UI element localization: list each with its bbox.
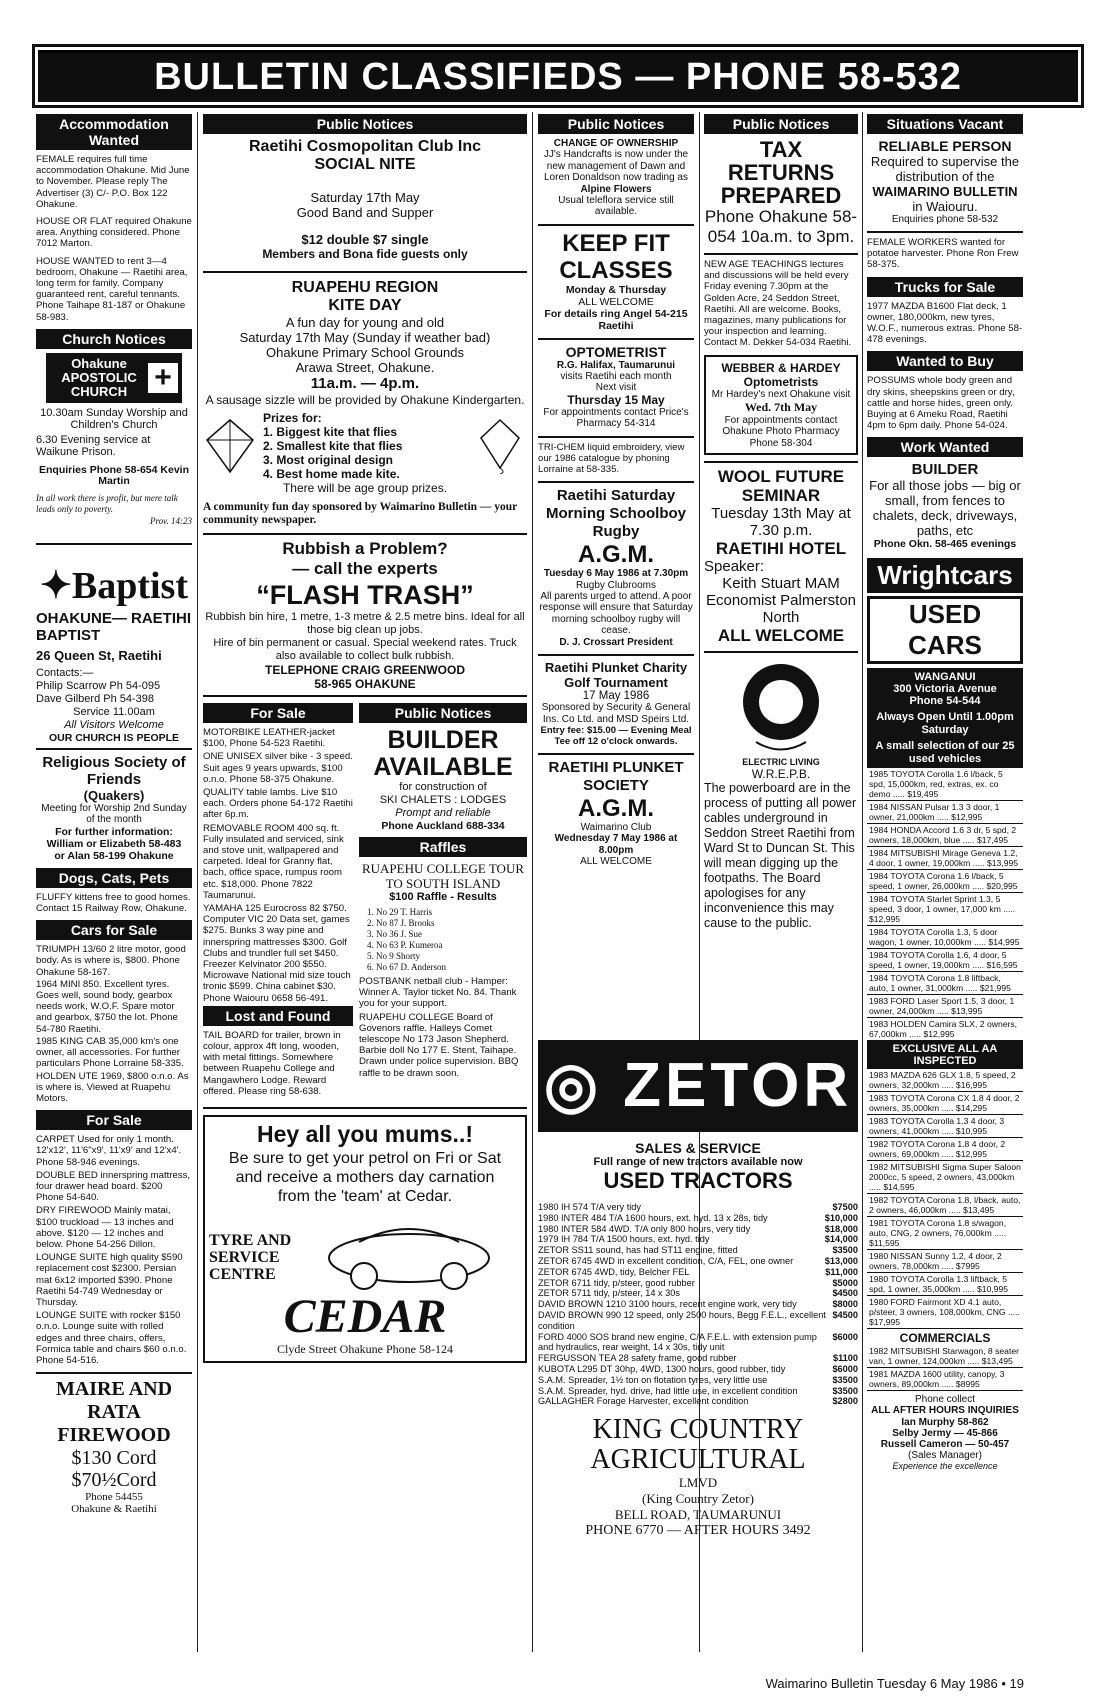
- zetor-logo: ◎ ZETOR: [538, 1040, 858, 1132]
- ad-table-lambs: QUALITY table lambs. Live $10 each. Orders phone 54-172 Raetihi after 6p.m.: [203, 787, 353, 821]
- kite-age-prizes: There will be age group prizes.: [282, 481, 448, 495]
- column-divider: [862, 112, 863, 1652]
- section-trucks-for-sale: Trucks for Sale: [867, 277, 1023, 297]
- golf-sponsor: Sponsored by Security & General Ins. Co Ltd. and MSD Speirs Ltd.: [541, 702, 691, 725]
- zetor-sales: SALES & SERVICE: [635, 1140, 761, 1156]
- ad-mini: 1964 MINI 850. Excellent tyres. Goes well, sound body, gearbox needs work, W.O.F. Spare motor and gearbox, $750 the lot. Phone 54-780 Raetihi.: [36, 978, 178, 1035]
- tractor-desc: ZETOR 5711 tidy, p/steer, 14 x 30s: [538, 1288, 680, 1299]
- zetor-used-tractors: USED TRACTORS: [603, 1168, 793, 1193]
- ad-tail-board: TAIL BOARD for trailer, brown in colour, approx 4ft long, wooden, with metal fittings. Somewhere between Ruapehu College and Mangawhero Lodge. Reward offered. Please ring 58-638.: [203, 1029, 341, 1097]
- section-for-sale-2: For Sale: [203, 703, 353, 723]
- reliable-title: RELIABLE PERSON: [878, 138, 1012, 154]
- section-accommodation-wanted: Accommodation Wanted: [36, 114, 192, 150]
- tractor-price: $1100: [832, 1353, 858, 1364]
- raffle-list: [359, 907, 527, 973]
- zetor-emblem-icon: ◎: [543, 1051, 602, 1120]
- tractor-price: $13,000: [824, 1255, 858, 1266]
- dove-icon: ✦: [40, 564, 72, 607]
- electric-living: ELECTRIC LIVING: [742, 757, 820, 768]
- builder-ad-text: For all those jobs — big or small, from fences to chalets, deck, driveways, paths, etc: [869, 478, 1021, 539]
- tractor-price: $6000: [832, 1363, 858, 1374]
- car-item: 1981 MAZDA 1600 utility, canopy, 3 owners, 89,000km ..... $8995: [867, 1368, 1023, 1391]
- rugby-parents: All parents urged to attend. A poor response will ensure that Saturday morning schoolboy rugby will cease.: [539, 590, 693, 637]
- keep-fit-days: Monday & Thursday: [565, 283, 667, 296]
- rugby-venue: Rugby Clubrooms: [575, 579, 657, 591]
- column-divider: [532, 112, 533, 1652]
- raffle-result: 2. No 87 J. Brooks: [367, 918, 435, 928]
- section-for-sale: For Sale: [36, 1110, 192, 1130]
- raffle-result: 3. No 36 J. Sue: [367, 929, 423, 939]
- section-public-notices: Public Notices: [203, 114, 527, 134]
- section-church-notices: Church Notices: [36, 329, 192, 349]
- tractor-price: $18,000: [824, 1223, 858, 1234]
- golf-teeoff: Tee off 12 o'clock onwards.: [554, 736, 678, 748]
- tractor-price: $7500: [832, 1202, 858, 1212]
- alpine-flowers: Alpine Flowers: [580, 183, 652, 195]
- car-item: 1980 TOYOTA Corolla 1.3 liftback, 5 spd, 1 owner, 35,000km ..... $10,995: [867, 1273, 1023, 1296]
- ad-lounge-suite-1: LOUNGE SUITE high quality $590 replacement cost $2300. Persian mat 6x12 imported $390. Phone Raetihi 54-749 Wednesday or Thursday.: [36, 1252, 183, 1308]
- plunket-venue: Waimarino Club: [580, 822, 652, 834]
- plunket-agm: A.G.M.: [578, 795, 654, 823]
- baptist-contact-1: Philip Scarrow Ph 54-095: [36, 679, 161, 692]
- tractor-desc: DAVID BROWN 1210 3100 hours, recent engine work, very tidy: [538, 1299, 797, 1310]
- tractor-desc: GALLAGHER Forage Harvester, excellent condition: [538, 1396, 749, 1407]
- car-item: 1984 MITSUBISHI Mirage Geneva 1.2, 4 door, 1 owner, 19,000km ..... $13,995: [867, 847, 1023, 870]
- column-5: [867, 112, 1023, 1652]
- rubbish-desc-2: Hire of bin permanent or casual. Special weekend rates. Truck also available to collect bulk rubbish.: [213, 637, 517, 662]
- tractor-item: [538, 1353, 858, 1364]
- plunket-title: RAETIHI PLUNKET SOCIETY: [548, 759, 684, 795]
- wanganui-city: WANGANUI: [914, 671, 976, 684]
- car-item: 1983 HOLDEN Camira SLX, 2 owners, 67,000km ..... $12,995: [867, 1018, 1023, 1041]
- baptist-logo: ✦Baptist: [40, 564, 188, 607]
- rugby-title: Raetihi Saturday Morning Schoolboy Rugby: [546, 487, 686, 541]
- car-item: 1984 TOYOTA Corolla 1.6, 4 door, 5 speed, 1 owner, 19,000km ..... $16,595: [867, 949, 1023, 972]
- tractor-desc: S.A.M. Spreader, 1½ ton on flotation tyres, very little use: [538, 1374, 768, 1385]
- baptist-address: 26 Queen St, Raetihi: [36, 647, 162, 663]
- tyre-service: TYRE AND SERVICE CENTRE: [209, 1231, 292, 1283]
- tractor-item: [538, 1213, 858, 1224]
- prize-4: 4. Best home made kite.: [263, 467, 400, 481]
- ad-yamaha: YAMAHA 125 Eurocross 82 $750. Computer VIC 20 Data set, games $275. Bunks 3 way pine and innerspring mattresses $300. Golf Clubs and trundler full set $450. Freezer Kelvinator 200 $550. Microwave National mid size touch tronic $599. China cabinet $30. Phone Waiouru 0658 56-491.: [203, 903, 351, 1004]
- raffle-result: 6. No 67 D. Anderson: [367, 962, 446, 972]
- car-item: 1982 MITSUBISHI Starwagon, 8 seater van, 1 owner, 124,000km ..... $13,495: [867, 1345, 1023, 1368]
- optometrist-next: Next visit: [595, 381, 637, 393]
- car-icon: [319, 1222, 499, 1292]
- quakers-info: For further information: William or Elizabeth 58-483: [46, 825, 182, 850]
- builder-ad-title: BUILDER: [911, 461, 979, 479]
- sales-manager: (Sales Manager): [908, 1449, 982, 1461]
- car-list-aa: [867, 1069, 1023, 1329]
- keep-fit-welcome: ALL WELCOME: [578, 295, 654, 308]
- kite-icon-2: [477, 418, 527, 474]
- wool-title: WOOL FUTURE SEMINAR: [717, 467, 845, 506]
- club-band: Good Band and Supper: [296, 205, 434, 220]
- car-item: 1982 TOYOTA Corona 1.8, l/back, auto, 2 owners, 46,000km ..... $13,495: [867, 1194, 1023, 1217]
- keep-fit-details: For details ring Angel 54-215 Raetihi: [544, 307, 688, 332]
- wrightcars-logo: Wrightcars: [867, 558, 1023, 593]
- tractor-price: $3500: [832, 1385, 858, 1396]
- ad-king-cab: 1985 KING CAB 35,000 km's one owner, all accessories. For further particulars Phone Lorraine 58-335.: [36, 1035, 184, 1070]
- tractor-item: [538, 1267, 858, 1278]
- tractor-desc: ZETOR 6745 4WD in excellent condition, C/A, FEL, one owner: [538, 1255, 794, 1266]
- prize-2: 2. Smallest kite that flies: [263, 439, 403, 453]
- ad-postbank: POSTBANK netball club - Hamper: Winner A. Taylor ticket No. 84. Thank you for your support.: [359, 976, 517, 1010]
- tractor-item: [538, 1386, 858, 1397]
- page-footer: Waimarino Bulletin Tuesday 6 May 1986 • 19: [765, 1676, 1024, 1691]
- section-public-notices-3: Public Notices: [538, 114, 694, 134]
- tractor-item: [538, 1288, 858, 1299]
- tax-title: TAX RETURNS PREPARED: [720, 137, 842, 208]
- section-work-wanted: Work Wanted: [867, 437, 1023, 457]
- car-item: 1981 TOYOTA Corona 1.8 s/wagon, auto, CNG, 2 owners, 76,000km ..... $11,595: [867, 1217, 1023, 1250]
- kite-sponsor: A community fun day sponsored by Waimarino Bulletin — your community newspaper.: [203, 501, 518, 526]
- rubbish-sub: — call the experts: [292, 559, 438, 578]
- car-item: 1984 TOYOTA Corona 1.6 l/back, 5 speed, 1 owner, 26,000km ..... $20,995: [867, 870, 1023, 893]
- apostolic-logo: [46, 353, 182, 403]
- section-wanted-to-buy: Wanted to Buy: [867, 351, 1023, 371]
- ad-unisex-bike: ONE UNISEX silver bike - 3 speed. Suit ages 9 years upwards, $100 o.n.o. Phone 58-375 Ohakune.: [203, 751, 353, 785]
- tractor-desc: ZETOR SS11 sound, has had ST11 engine, fitted: [538, 1245, 738, 1256]
- prizes-label: Prizes for:: [263, 411, 322, 425]
- car-item: 1982 MITSUBISHI Sigma Super Saloon 2000cc, 5 speed, 2 owners, 43,000km ..... $14,595: [867, 1161, 1023, 1194]
- builder-prompt: Prompt and reliable: [395, 807, 491, 819]
- car-item: 1983 TOYOTA Corona CX 1.8 4 door, 2 owners, 35,000km ..... $14,295: [867, 1092, 1023, 1115]
- reliable-text: Required to supervise the distribution of the: [870, 154, 1020, 184]
- car-item: 1983 MAZDA 626 GLX 1.8, 5 speed, 2 owners, 32,000km ..... $16,995: [867, 1069, 1023, 1092]
- car-list: [867, 768, 1023, 1041]
- ad-house-or-flat: HOUSE OR FLAT required Ohakune area. Anything considered. Phone 7012 Marton.: [36, 216, 192, 250]
- golf-entry: Entry fee: $15.00 — Evening Meal: [540, 725, 692, 737]
- wool-date: Tuesday 13th May at 7.30 p.m.: [711, 505, 851, 540]
- tractor-item: [538, 1278, 858, 1289]
- tractor-price: $5000: [832, 1277, 858, 1288]
- tractor-desc: S.A.M. Spreader, hyd. drive, had little use, in excellent condition: [538, 1385, 798, 1396]
- builder-available: AVAILABLE: [373, 753, 513, 781]
- phone-collect: Phone collect: [914, 1394, 976, 1406]
- tractor-desc: ZETOR 6711 tidy, p/steer, good rubber: [538, 1277, 695, 1288]
- baptist-contacts: Contacts:—: [36, 666, 94, 679]
- tractor-price: $4500: [832, 1288, 858, 1299]
- tractor-desc: 1980 INTER 484 T/A 1600 hours, ext. hyd. 13 x 28s, tidy: [538, 1212, 768, 1223]
- raffle-title: RUAPEHU COLLEGE TOUR TO SOUTH ISLAND: [361, 861, 525, 891]
- column-1: [36, 112, 192, 1652]
- wool-welcome: ALL WELCOME: [717, 626, 845, 646]
- maire-price-1: $130 Cord: [71, 1447, 157, 1470]
- section-situations-vacant: Situations Vacant: [867, 114, 1023, 134]
- rugby-date: Tuesday 6 May 1986 at 7.30pm: [543, 568, 689, 580]
- commercials-title: COMMERCIALS: [899, 1331, 991, 1346]
- car-item: 1980 NISSAN Sunny 1.2, 4 door, 2 owners, 78,000km ..... $7995: [867, 1250, 1023, 1273]
- section-cars-for-sale: Cars for Sale: [36, 920, 192, 940]
- ad-removable-room: REMOVABLE ROOM 400 sq. ft. Fully insulated and serviced, sink and stove unit, wallpapered and carpeted. Ideal for Granny flat, bach, office space, rumpus room etc. $18,000. Phone 7822 Taumarunui.: [203, 822, 344, 901]
- tractor-price: $3500: [832, 1245, 858, 1256]
- tractor-item: [538, 1299, 858, 1310]
- electric-living-logo: [704, 657, 858, 757]
- tractor-item: [538, 1202, 858, 1213]
- car-item: 1982 TOYOTA Corona 1.8 4 door, 2 owners, 69,000km ..... $12,995: [867, 1138, 1023, 1161]
- contact-russell: Russell Cameron — 50-457: [880, 1438, 1010, 1450]
- builder-for: for construction of: [399, 781, 487, 793]
- tractor-item: [538, 1224, 858, 1235]
- tractor-item: [538, 1310, 858, 1332]
- tractor-item: [538, 1256, 858, 1267]
- car-item: 1984 HONDA Accord 1.6 3 dr, 5 spd, 2 owners, 18,000km, blue ..... $17,495: [867, 824, 1023, 847]
- kite-date: Saturday 17th May (Sunday if weather bad): [239, 330, 491, 345]
- proverb-ref: Prov. 14:23: [150, 515, 192, 526]
- ad-triumph: TRIUMPH 13/60 2 litre motor, good body. As is where is, $800. Phone Ohakune 58-167.: [36, 944, 186, 978]
- optometrist-name: R.G. Halifax, Taumarunui: [556, 359, 676, 371]
- ad-new-age: NEW AGE TEACHINGS lectures and discussions will be held every Friday evening 7.30pm at the Golden Acre, 24 Seddon Street, Raetihi. All are welcome. Books, magazines, many publications for your inspection and learning. Contact M. Dekker 54-034 Raetihi.: [704, 259, 852, 349]
- club-name: Raetihi Cosmopolitan Club Inc: [248, 138, 481, 155]
- baptist-contact-2: Dave Gilberd Ph 54-398: [36, 692, 155, 705]
- reliable-waiouru: in Waiouru.: [912, 199, 978, 214]
- ad-female-workers: FEMALE WORKERS wanted for potatoe harvester. Phone Ron Frew 58-375.: [867, 237, 1019, 271]
- reliable-phone: Enquiries phone 58-532: [891, 214, 999, 225]
- kite-sausage: A sausage sizzle will be provided by Ohakune Kindergarten.: [205, 393, 525, 407]
- car-item: 1984 NISSAN Pulsar 1.3 3 door, 1 owner, 21,000km ..... $12,995: [867, 801, 1023, 824]
- car-item: 1983 FORD Laser Sport 1.5, 3 door, 1 owner, 24,000km ..... $13,995: [867, 995, 1023, 1018]
- webber-contact: For appointments contact Ohakune Photo Pharmacy Phone 58-304: [722, 414, 840, 449]
- wool-venue: RAETIHI HOTEL: [715, 539, 847, 559]
- tractor-item: [538, 1332, 858, 1354]
- zetor-advert: [538, 1040, 858, 1640]
- ad-double-bed: DOUBLE BED innerspring mattress, four drawer head board. $200 Phone 54-640.: [36, 1169, 191, 1204]
- optometrist-title: OPTOMETRIST: [565, 343, 667, 360]
- car-item: 1983 TOYOTA Corolla 1.3 4 door, 3 owners, 41,000km ..... $10,995: [867, 1115, 1023, 1138]
- tractor-item: [538, 1364, 858, 1375]
- tractor-item: [538, 1234, 858, 1245]
- used-cars-label: USED CARS: [867, 596, 1023, 664]
- wanganui-phone: Phone 54-544: [909, 695, 981, 708]
- raffle-result: 4. No 63 P. Kumeroa: [367, 940, 443, 950]
- quakers-title: Religious Society of Friends: [42, 753, 186, 788]
- maire-price-2: $70½Cord: [71, 1469, 157, 1492]
- tractor-desc: FERGUSSON TEA 28 safety frame, good rubber: [538, 1353, 737, 1364]
- wanganui-header: [867, 668, 1023, 768]
- rugby-agm: A.G.M.: [578, 541, 654, 569]
- kite-prizes: [203, 411, 527, 481]
- cross-icon: +: [148, 363, 178, 393]
- quakers-alan: or Alan 58-199 Ohakune: [54, 849, 174, 862]
- cedar-address: Clyde Street Ohakune Phone 58-124: [277, 1342, 453, 1357]
- cedar-advert: [203, 1115, 527, 1363]
- car-list-commercials: [867, 1345, 1023, 1391]
- ad-carpet: CARPET Used for only 1 month. 12'x12', 11'6"x9', 11'x9' and 12'x4'. Phone 58-946 evenings.: [36, 1134, 182, 1168]
- tractor-desc: FORD 4000 SOS brand new engine, C/A F.E.L. with extension pump and hydraulics, rear weight, 14 x 30s, tidy unit: [538, 1331, 817, 1353]
- kite-venue: Ohakune Primary School Grounds: [266, 345, 464, 360]
- contact-selby: Selby Jermy — 45-866: [892, 1427, 998, 1439]
- ad-female-accom: FEMALE requires full time accommodation Ohakune. Mid June to November. Please reply The Advertiser (3) C/- P.O. Box 122 Ohakune.: [36, 154, 190, 210]
- car-item: 1984 TOYOTA Corona 1.8 liftback, auto, 1 owner, 31,000km ..... $21,995: [867, 972, 1023, 995]
- club-members: Members and Bona fide guests only: [262, 247, 468, 261]
- exclusive-aa: EXCLUSIVE ALL AA INSPECTED: [867, 1041, 1023, 1069]
- column-2: [203, 112, 527, 1652]
- tractor-item: [538, 1245, 858, 1256]
- plunket-date: Wednesday 7 May 1986 at 8.00pm: [554, 833, 678, 856]
- ad-college-raffle: RUAPEHU COLLEGE Board of Govenors raffle. Halleys Comet telescope No 173 Jason Shepherd. Barbie doll No 177 E. Stent, Taihape. Drawn under police supervision. BBQ raffle to be drawn soon.: [359, 1011, 519, 1079]
- tax-phone: Phone Ohakune 58-054 10a.m. to 3pm.: [704, 207, 858, 246]
- mums-title: Hey all you mums..!: [256, 1121, 473, 1148]
- raffle-result: 1. No 29 T. Harris: [367, 907, 433, 917]
- builder-chalets: SKI CHALETS : LODGES: [379, 794, 507, 806]
- webber-hardey-box: [704, 355, 858, 456]
- zetor-range: Full range of new tractors available now: [593, 1156, 803, 1168]
- rugby-president: D. J. Crossart President: [559, 636, 673, 648]
- tractor-price: $6000: [832, 1331, 858, 1342]
- tractor-desc: 1979 IH 784 T/A 1500 hours, ext. hyd. tidy: [538, 1234, 710, 1245]
- page-banner: BULLETIN CLASSIFIEDS — PHONE 58-532: [38, 50, 1078, 102]
- apostolic-enquiries: Enquiries Phone 58-654 Kevin Martin: [39, 463, 189, 488]
- golf-date: 17 May 1986: [582, 690, 650, 703]
- column-4: [704, 112, 858, 1032]
- ad-house-wanted: HOUSE WANTED to rent 3—4 bedroom, Ohakune — Raetihi area, long term for family. Company guaranteed rent, careful tennants. Phone Taihape 81-187 or Ohakune 58-983.: [36, 255, 188, 323]
- tractor-desc: 1980 IH 574 T/A very tidy: [538, 1202, 641, 1212]
- apostolic-evening: 6.30 Evening service at Waikune Prison.: [36, 433, 151, 459]
- optometrist-contact: For appointments contact Price's Pharmacy 54-314: [543, 406, 689, 429]
- rubbish-desc: Rubbish bin hire, 1 metre, 1-3 metre & 2.5 metre bins. Ideal for all those big clean up jobs.: [205, 611, 525, 636]
- ad-tri-chem: TRI-CHEM liquid embroidery, view our 1986 catalogue by phoning Lorraine at 58-335.: [538, 441, 685, 475]
- wanganui-address: 300 Victoria Avenue: [893, 683, 997, 696]
- king-country-lmvd: LMVD: [678, 1475, 718, 1491]
- kite-region: RUAPEHU REGION: [291, 279, 439, 296]
- section-raffles: Raffles: [359, 837, 527, 857]
- raffle-result: 5. No 9 Shorty: [367, 951, 421, 961]
- baptist-title: OHAKUNE— RAETIHI BAPTIST: [36, 609, 192, 644]
- ad-dry-firewood: DRY FIREWOOD Mainly matai, $100 truckload — 13 inches and above. $120 — 12 inches and below. Phone 54-256 Dillon.: [36, 1205, 174, 1250]
- builder-ad-phone: Phone Okn. 58-465 evenings: [873, 538, 1017, 551]
- maire-area: Ohakune & Raetihi: [71, 1503, 157, 1516]
- tractor-price: $2800: [832, 1396, 858, 1407]
- plunket-welcome: ALL WELCOME: [580, 856, 652, 868]
- rubbish-title: Rubbish a Problem?: [282, 539, 448, 558]
- change-text: JJ's Handcrafts is now under the new management of Dawn and Loren Donaldson now trading as: [543, 149, 689, 183]
- tractor-list: [538, 1202, 858, 1407]
- ad-possums: POSSUMS whole body green and dry skins, sheepskins green or dry, cattle and horse hides, green only. Buying at 6 Ameku Road, Raetihi 4pm to 6pm daily. Phone 54-024.: [867, 375, 1015, 432]
- contact-ian: Ian Murphy 58-862: [901, 1416, 989, 1428]
- rubbish-brand: “FLASH TRASH”: [256, 580, 474, 610]
- tractor-price: $10,000: [824, 1212, 858, 1223]
- column-divider: [197, 112, 198, 1652]
- tractor-desc: ZETOR 6745 4WD, tidy, Belcher FEL: [538, 1266, 690, 1277]
- car-item: 1980 FORD Fairmont XD 4.1 auto, p/steer, 3 owners, 108,000km, CNG ..... $17,995: [867, 1296, 1023, 1329]
- webber-date: Wed. 7th May: [744, 399, 818, 414]
- baptist-slogan: OUR CHURCH IS PEOPLE: [48, 731, 180, 744]
- tractor-price: $8000: [832, 1299, 858, 1310]
- section-public-notices-4: Public Notices: [704, 114, 858, 134]
- ad-holden-ute: HOLDEN UTE 1969, $800 o.n.o. As is where is. Viewed at Ruapehu Motors.: [36, 1070, 189, 1104]
- king-country-title: KING COUNTRY AGRICULTURAL: [590, 1414, 806, 1476]
- ad-mazda-truck: 1977 MAZDA B1600 Flat deck, 1 owner, 180,000km, new tyres, W.O.F., numerous extras. Phone 58-478 evenings.: [867, 300, 1023, 346]
- tractor-price: $4500: [832, 1309, 858, 1320]
- webber-optometrists: Optometrists: [743, 374, 819, 389]
- optometrist-visits: visits Raetihi each month: [560, 370, 672, 382]
- tractor-item: [538, 1396, 858, 1407]
- reliable-bulletin: WAIMARINO BULLETIN: [872, 184, 1018, 199]
- king-country-phone: PHONE 6770 — AFTER HOURS 3492: [585, 1523, 811, 1539]
- section-dogs-cats-pets: Dogs, Cats, Pets: [36, 868, 192, 888]
- change-ownership: CHANGE OF OWNERSHIP: [553, 138, 679, 149]
- builder-phone: Phone Auckland 688-334: [381, 820, 505, 832]
- wanganui-hours: Always Open Until 1.00pm Saturday: [876, 711, 1014, 736]
- after-hours: ALL AFTER HOURS INQUIRIES: [871, 1405, 1019, 1417]
- rubbish-phone-1: TELEPHONE CRAIG GREENWOOD: [264, 663, 465, 677]
- kite-sub: A fun day for young and old: [285, 315, 445, 330]
- builder-title: BUILDER: [387, 726, 499, 754]
- wool-speaker: Keith Stuart MAM Economist Palmerston North: [705, 575, 857, 627]
- ad-fluffy-kittens: FLUFFY kittens free to good homes. Contact 15 Railway Row, Ohakune.: [36, 891, 191, 915]
- ad-motorbike-leather: MOTORBIKE LEATHER-jacket $100, Phone 54-523 Raetihi.: [203, 727, 335, 750]
- rubbish-phone-2: 58-965 OHAKUNE: [314, 677, 416, 691]
- section-public-notices-2: Public Notices: [359, 703, 527, 723]
- baptist-visitors: All Visitors Welcome: [64, 718, 164, 731]
- webber-title: WEBBER & HARDEY: [721, 360, 841, 375]
- teleflora: Usual teleflora service still available.: [558, 194, 674, 217]
- webber-visit: Mr Hardey's next Ohakune visit: [711, 388, 851, 400]
- mums-text: Be sure to get your petrol on Fri or Sat and receive a mothers day carnation from the 'team' at Cedar.: [228, 1150, 502, 1206]
- tractor-price: $3500: [832, 1374, 858, 1385]
- car-item: 1984 TOYOTA Starlet Sprint 1.3, 5 speed, 3 door, 1 owner, 17,000 km ..... $12,995: [867, 893, 1023, 926]
- tractor-desc: KUBOTA L295 DT 30hp, 4WD, 1300 hours, good rubber, tidy: [538, 1363, 786, 1374]
- kite-time: 11a.m. — 4p.m.: [310, 375, 420, 392]
- wrepb: W.R.E.P.B.: [751, 767, 811, 782]
- optometrist-date: Thursday 15 May: [567, 392, 665, 407]
- baptist-service: Service 11.00am: [73, 705, 155, 718]
- prize-1: 1. Biggest kite that flies: [263, 425, 398, 439]
- golf-title: Raetihi Plunket Charity Golf Tournament: [544, 660, 688, 691]
- wool-speaker-label: Speaker:: [704, 558, 765, 576]
- quakers-meeting: Meeting for Worship 2nd Sunday of the month: [41, 802, 187, 826]
- kite-title: KITE DAY: [328, 297, 402, 314]
- maire-title: MAIRE AND RATA FIREWOOD: [55, 1378, 173, 1447]
- car-item: 1984 TOYOTA Corolla 1.3, 5 door wagon, 1 owner, 10,000km ..... $14,995: [867, 926, 1023, 949]
- apostolic-worship: 10.30am Sunday Worship and Children's Church: [40, 406, 188, 432]
- keep-fit-title: KEEP FIT CLASSES: [559, 229, 673, 284]
- king-country-sub: (King Country Zetor): [642, 1491, 754, 1507]
- cedar-logo: CEDAR: [283, 1290, 447, 1344]
- ad-lounge-suite-2: LOUNGE SUITE with rocker $150 o.n.o. Lounge suite with rolled edges and three chairs, offers, Formica table and chairs $60 o.n.o. Phone 54-516.: [36, 1310, 187, 1366]
- wanganui-selection: A small selection of our 25 used vehicles: [875, 740, 1015, 765]
- tractor-desc: DAVID BROWN 990 12 speed, only 2500 hours, Begg F.E.L., excellent condition: [538, 1309, 826, 1331]
- kite-icon: [203, 416, 263, 476]
- quakers-sub: (Quakers): [83, 787, 145, 803]
- apostolic-title: Ohakune APOSTOLIC CHURCH: [61, 355, 137, 399]
- club-date: Saturday 17th May: [310, 190, 420, 205]
- tractor-price: $11,000: [825, 1266, 858, 1277]
- tractor-item: [538, 1375, 858, 1386]
- prize-3: 3. Most original design: [263, 453, 394, 467]
- tractor-desc: 1980 INTER 584 4WD. T/A only 800 hours, very tidy: [538, 1223, 751, 1234]
- king-country-address: BELL ROAD, TAUMARUNUI: [614, 1507, 782, 1523]
- powerboard-notice: The powerboard are in the process of putting all power cables underground in Seddon Street Raetihi from Ward St to Duncan St. This will mean digging up the footpaths. The Board apologises for any inconvenience this may cause to the public.: [704, 781, 857, 931]
- club-event: SOCIAL NITE: [314, 156, 416, 173]
- kite-street: Arawa Street, Ohakune.: [295, 360, 435, 375]
- car-item: 1985 TOYOTA Corolla 1.6 l/back, 5 spd, 15,000km, red, extras, ex. co demo ..... $19,495: [867, 768, 1023, 801]
- tractor-price: $14,000: [824, 1234, 858, 1245]
- raffle-results: $100 Raffle - Results: [389, 891, 497, 903]
- section-lost-and-found: Lost and Found: [203, 1006, 353, 1026]
- club-prices: $12 double $7 single: [301, 232, 429, 247]
- proverb-quote: In all work there is profit, but mere talk leads only to poverty.: [36, 493, 178, 515]
- slogan: Experience the excellence: [892, 1460, 998, 1471]
- maire-phone: Phone 54455: [85, 1491, 143, 1504]
